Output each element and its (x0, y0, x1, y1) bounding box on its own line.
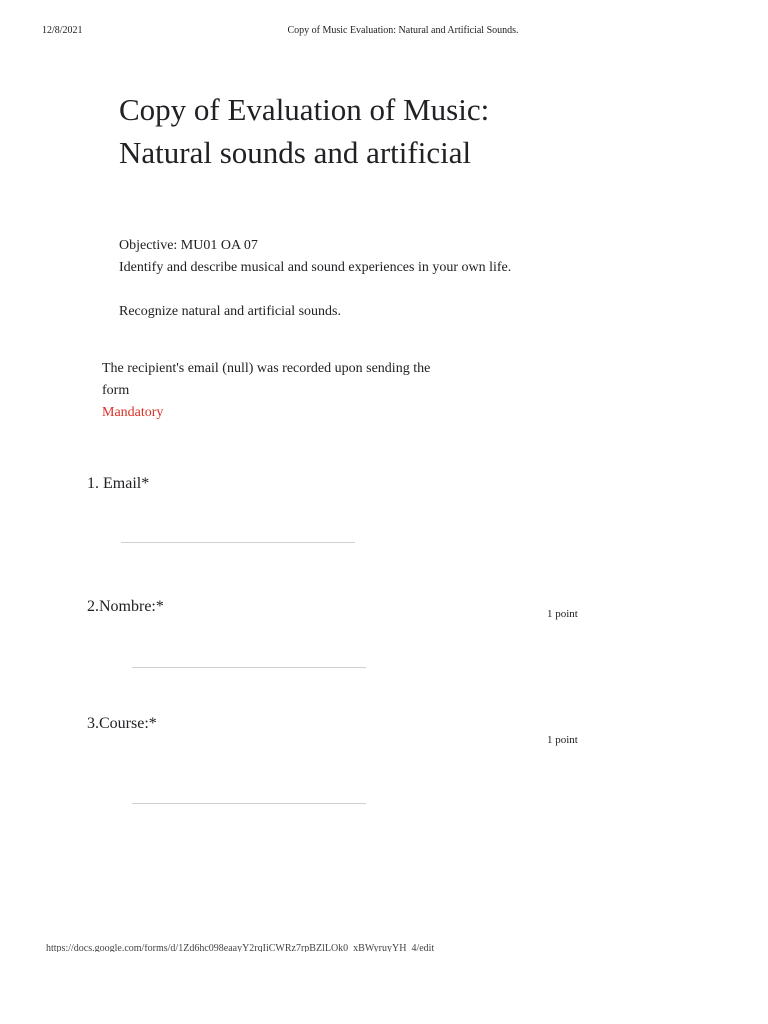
footer-url-text: https://docs.google.com/forms/d/1Zd6hc098eaayY2rqIiCWRz7rpBZlLOk0_xBWyruyYH_4/edit (46, 944, 435, 952)
print-header-title: Copy of Music Evaluation: Natural and Artificial Sounds. (287, 25, 519, 36)
print-date: 12/8/2021 (42, 25, 83, 36)
question-name-points: 1 point (547, 608, 578, 620)
question-name-label: 2.Nombre:* (87, 598, 164, 615)
question-course-points: 1 point (547, 734, 578, 746)
form-description-2: Recognize natural and artificial sounds. (119, 304, 341, 319)
notice-text: The recipient's email (null) was recorded upon sending the form (102, 361, 431, 398)
email-answer-field[interactable] (121, 542, 355, 543)
print-footer-url (46, 944, 466, 952)
form-title: Copy of Evaluation of Music: Natural sounds and artificial (119, 92, 490, 170)
form-objective: Objective: MU01 OA 07 (119, 238, 258, 253)
form-description-1: Identify and describe musical and sound experiences in your own life. (119, 260, 512, 275)
course-answer-field[interactable] (132, 803, 366, 804)
question-email-label: 1. Email* (87, 475, 150, 492)
question-course-label: 3.Course:* (87, 715, 157, 732)
name-answer-field[interactable] (132, 667, 366, 668)
email-recorded-notice (102, 358, 452, 424)
mandatory-indicator: Mandatory (102, 405, 164, 420)
